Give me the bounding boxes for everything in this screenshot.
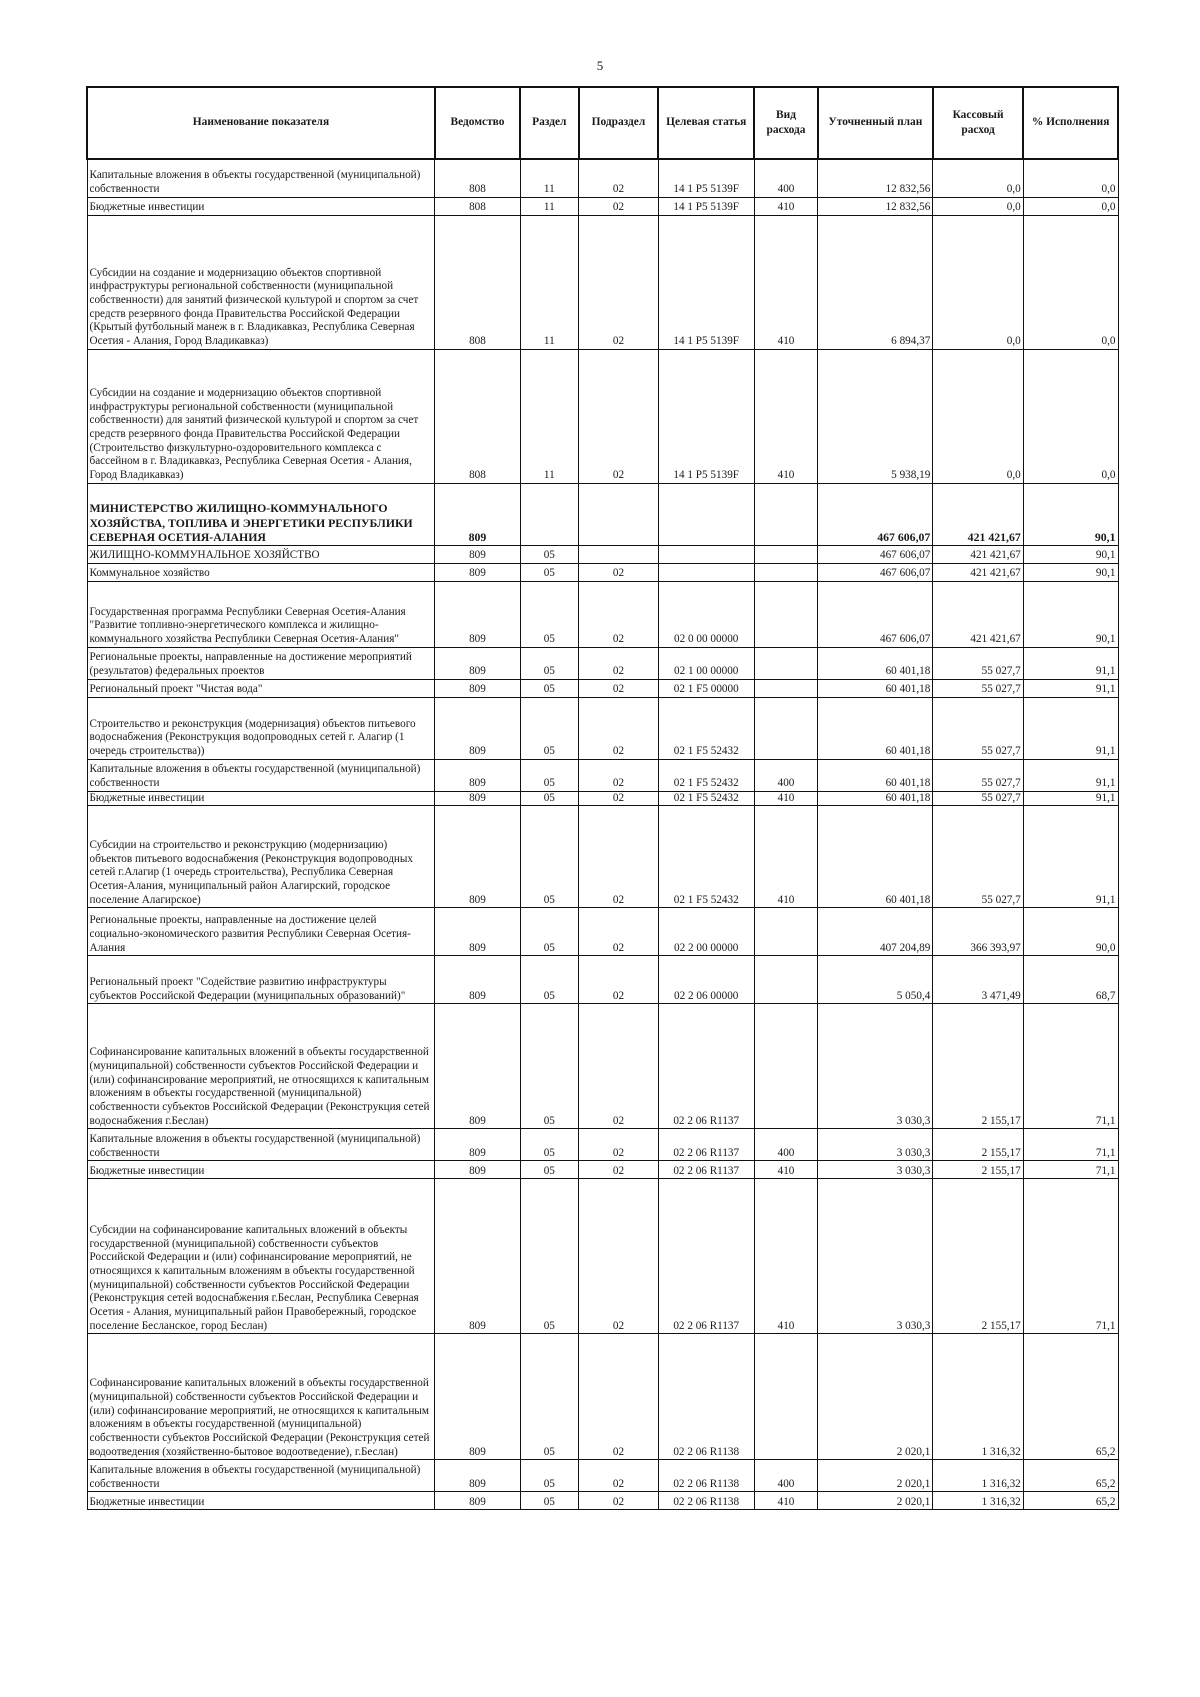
table-cell-vedomstvo: 809: [435, 1004, 520, 1129]
table-cell-percent: 90,1: [1023, 581, 1118, 647]
page-number: 5: [596, 58, 604, 73]
table-cell-plan: 6 894,37: [818, 215, 933, 349]
table-row: [87, 647, 1118, 679]
table-cell-plan: 5 938,19: [818, 349, 933, 483]
table-cell-name: Капитальные вложения в объекты государственной (муниципальной) собственности: [87, 159, 435, 197]
table-cell-razdel: [520, 483, 579, 545]
table-cell-name: Строительство и реконструкция (модернизация) объектов питьевого водоснабжения (Реконструкция водопроводных сетей г. Алагир (1 очередь строительства)): [87, 697, 435, 759]
table-cell-podrazdel: 02: [579, 647, 659, 679]
header-podrazdel: Подраздел: [579, 87, 659, 159]
table-cell-vid-raskhoda: 410: [754, 1492, 818, 1510]
table-row: [87, 806, 1118, 908]
table-row: [87, 581, 1118, 647]
table-cell-vid-raskhoda: [754, 545, 818, 563]
header-name: Наименование показателя: [87, 87, 435, 159]
table-cell-percent: 91,1: [1023, 806, 1118, 908]
table-cell-vedomstvo: 809: [435, 483, 520, 545]
table-cell-razdel: 11: [520, 159, 579, 197]
table-cell-razdel: 05: [520, 1179, 579, 1334]
table-cell-vid-raskhoda: [754, 679, 818, 697]
table-cell-razdel: 05: [520, 563, 579, 581]
table-row: [87, 483, 1118, 545]
table-cell-kassovy-raskhod: 366 393,97: [933, 908, 1023, 956]
table-cell-percent: 91,1: [1023, 697, 1118, 759]
table-cell-kassovy-raskhod: 2 155,17: [933, 1004, 1023, 1129]
table-cell-podrazdel: 02: [579, 908, 659, 956]
table-cell-podrazdel: 02: [579, 1179, 659, 1334]
table-cell-vedomstvo: 809: [435, 908, 520, 956]
table-cell-podrazdel: 02: [579, 956, 659, 1004]
table-cell-plan: 467 606,07: [818, 581, 933, 647]
table-cell-podrazdel: 02: [579, 1129, 659, 1161]
table-cell-plan: 12 832,56: [818, 159, 933, 197]
table-cell-percent: 90,1: [1023, 483, 1118, 545]
table-cell-tselevaya-statya: 14 1 P5 5139F: [658, 159, 754, 197]
table-cell-percent: 91,1: [1023, 679, 1118, 697]
table-cell-tselevaya-statya: 02 1 F5 52432: [658, 759, 754, 791]
table-cell-percent: 71,1: [1023, 1004, 1118, 1129]
table-cell-vid-raskhoda: [754, 697, 818, 759]
table-cell-vedomstvo: 809: [435, 679, 520, 697]
table-cell-tselevaya-statya: 02 1 F5 52432: [658, 806, 754, 908]
table-cell-podrazdel: 02: [579, 159, 659, 197]
table-row: [87, 1004, 1118, 1129]
table-cell-razdel: 05: [520, 679, 579, 697]
table-cell-percent: 0,0: [1023, 197, 1118, 215]
table-cell-name: Капитальные вложения в объекты государственной (муниципальной) собственности: [87, 759, 435, 791]
table-cell-plan: 60 401,18: [818, 759, 933, 791]
table-cell-podrazdel: 02: [579, 759, 659, 791]
table-cell-razdel: 05: [520, 1004, 579, 1129]
table-cell-tselevaya-statya: [658, 563, 754, 581]
header-vedomstvo: Ведомство: [435, 87, 520, 159]
table-cell-kassovy-raskhod: 3 471,49: [933, 956, 1023, 1004]
table-cell-plan: 60 401,18: [818, 791, 933, 806]
table-cell-kassovy-raskhod: 0,0: [933, 215, 1023, 349]
table-row: [87, 1334, 1118, 1460]
table-cell-kassovy-raskhod: 1 316,32: [933, 1334, 1023, 1460]
table-cell-vid-raskhoda: [754, 956, 818, 1004]
table-cell-vedomstvo: 809: [435, 1492, 520, 1510]
table-cell-vedomstvo: 808: [435, 215, 520, 349]
table-cell-kassovy-raskhod: 2 155,17: [933, 1161, 1023, 1179]
table-cell-vedomstvo: 809: [435, 647, 520, 679]
table-row: [87, 1161, 1118, 1179]
table-cell-vid-raskhoda: [754, 563, 818, 581]
table-cell-name: Бюджетные инвестиции: [87, 197, 435, 215]
table-row: [87, 1460, 1118, 1492]
table-cell-name: ЖИЛИЩНО-КОММУНАЛЬНОЕ ХОЗЯЙСТВО: [87, 545, 435, 563]
table-row: [87, 1492, 1118, 1510]
table-cell-vedomstvo: 809: [435, 1334, 520, 1460]
table-cell-vid-raskhoda: 400: [754, 159, 818, 197]
table-cell-tselevaya-statya: 14 1 P5 5139F: [658, 215, 754, 349]
table-cell-razdel: 05: [520, 581, 579, 647]
table-cell-kassovy-raskhod: 421 421,67: [933, 545, 1023, 563]
header-tselevaya-statya: Целевая статья: [658, 87, 754, 159]
table-cell-podrazdel: 02: [579, 215, 659, 349]
table-cell-percent: 90,1: [1023, 563, 1118, 581]
header-percent: % Исполнения: [1023, 87, 1118, 159]
table-cell-plan: 467 606,07: [818, 545, 933, 563]
table-cell-kassovy-raskhod: 55 027,7: [933, 647, 1023, 679]
table-cell-plan: 3 030,3: [818, 1161, 933, 1179]
table-cell-tselevaya-statya: 02 2 06 R1137: [658, 1179, 754, 1334]
table-cell-name: Капитальные вложения в объекты государственной (муниципальной) собственности: [87, 1129, 435, 1161]
table-cell-name: Региональный проект "Содействие развитию инфраструктуры субъектов Российской Федерации (муниципальных образований)": [87, 956, 435, 1004]
table-cell-kassovy-raskhod: 2 155,17: [933, 1129, 1023, 1161]
table-cell-percent: 91,1: [1023, 791, 1118, 806]
table-cell-vid-raskhoda: [754, 581, 818, 647]
header-kassovy-raskhod: Кассовый расход: [933, 87, 1023, 159]
table-cell-kassovy-raskhod: 55 027,7: [933, 759, 1023, 791]
table-cell-vid-raskhoda: 400: [754, 1129, 818, 1161]
table-cell-kassovy-raskhod: 421 421,67: [933, 483, 1023, 545]
table-cell-vid-raskhoda: 410: [754, 1179, 818, 1334]
table-cell-razdel: 05: [520, 1161, 579, 1179]
table-cell-vedomstvo: 809: [435, 1179, 520, 1334]
table-cell-kassovy-raskhod: 55 027,7: [933, 679, 1023, 697]
table-cell-percent: 0,0: [1023, 215, 1118, 349]
table-cell-podrazdel: 02: [579, 806, 659, 908]
table-cell-vid-raskhoda: [754, 1004, 818, 1129]
table-row: [87, 1179, 1118, 1334]
table-cell-razdel: 11: [520, 197, 579, 215]
table-cell-vid-raskhoda: 410: [754, 197, 818, 215]
table-cell-vid-raskhoda: 410: [754, 1161, 818, 1179]
budget-execution-table: [86, 86, 1119, 1510]
table-cell-name: Региональные проекты, направленные на достижение целей социально-экономического развития Республики Северная Осетия-Алания: [87, 908, 435, 956]
table-cell-vedomstvo: 809: [435, 1460, 520, 1492]
header-plan: Уточненный план: [818, 87, 933, 159]
table-cell-name: Субсидии на создание и модернизацию объектов спортивной инфраструктуры региональной собственности (муниципальной собственности) для занятий физической культурой и спортом за счет средств резервного фонда Правительства Российской Федерации (Крытый футбольный манеж в г. Владикавказ, Республика Северная Осетия - Алания, Город Владикавказ): [87, 215, 435, 349]
table-cell-razdel: 05: [520, 956, 579, 1004]
table-cell-plan: 60 401,18: [818, 806, 933, 908]
table-cell-percent: 90,0: [1023, 908, 1118, 956]
table-cell-name: Софинансирование капитальных вложений в объекты государственной (муниципальной) собственности субъектов Российской Федерации и (или) софинансирование мероприятий, не относящихся к капитальным вложениям в объекты государственной (муниципальной) собственности субъектов Российской Федерации (Реконструкция сетей водоснабжения г.Беслан): [87, 1004, 435, 1129]
table-cell-razdel: 05: [520, 545, 579, 563]
table-cell-name: Софинансирование капитальных вложений в объекты государственной (муниципальной) собственности субъектов Российской Федерации и (или) софинансирование мероприятий, не относящихся к капитальным вложениям в объекты государственной (муниципальной) собственности субъектов Российской Федерации (Реконструкция сетей водоотведения (хозяйственно-бытовое водоотведение), г.Беслан): [87, 1334, 435, 1460]
table-cell-name: Региональные проекты, направленные на достижение мероприятий (результатов) федеральных проектов: [87, 647, 435, 679]
table-cell-kassovy-raskhod: 1 316,32: [933, 1460, 1023, 1492]
table-cell-tselevaya-statya: 02 2 06 R1137: [658, 1161, 754, 1179]
table-row: [87, 759, 1118, 791]
table-cell-plan: 60 401,18: [818, 647, 933, 679]
table-cell-vedomstvo: 809: [435, 563, 520, 581]
table-cell-vid-raskhoda: 410: [754, 791, 818, 806]
table-cell-vid-raskhoda: 410: [754, 806, 818, 908]
table-cell-tselevaya-statya: 02 2 06 R1138: [658, 1460, 754, 1492]
table-row: [87, 215, 1118, 349]
table-cell-vid-raskhoda: 400: [754, 759, 818, 791]
table-cell-kassovy-raskhod: 421 421,67: [933, 581, 1023, 647]
table-cell-percent: 65,2: [1023, 1492, 1118, 1510]
table-cell-tselevaya-statya: 02 2 06 R1137: [658, 1004, 754, 1129]
table-cell-vid-raskhoda: 410: [754, 349, 818, 483]
table-cell-tselevaya-statya: 02 0 00 00000: [658, 581, 754, 647]
table-cell-name: Субсидии на создание и модернизацию объектов спортивной инфраструктуры региональной собственности (муниципальной собственности) для занятий физической культурой и спортом за счет средств резервного фонда Правительства Российской Федерации (Строительство физкультурно-оздоровительного комплекса с бассейном в г. Владикавказ, Республика Северная Осетия - Алания, Город Владикавказ): [87, 349, 435, 483]
table-cell-tselevaya-statya: 02 1 F5 00000: [658, 679, 754, 697]
table-cell-vedomstvo: 808: [435, 197, 520, 215]
table-cell-plan: 3 030,3: [818, 1179, 933, 1334]
table-cell-vedomstvo: 808: [435, 349, 520, 483]
table-cell-tselevaya-statya: 02 1 00 00000: [658, 647, 754, 679]
table-cell-podrazdel: 02: [579, 1492, 659, 1510]
table-cell-vid-raskhoda: [754, 483, 818, 545]
table-cell-tselevaya-statya: 02 2 06 R1137: [658, 1129, 754, 1161]
table-cell-name: Капитальные вложения в объекты государственной (муниципальной) собственности: [87, 1460, 435, 1492]
table-cell-tselevaya-statya: 02 2 06 R1138: [658, 1334, 754, 1460]
table-cell-name: Государственная программа Республики Северная Осетия-Алания "Развитие топливно-энергетического комплекса и жилищно-коммунального хозяйства Республики Северная Осетия-Алания": [87, 581, 435, 647]
table-cell-percent: 65,2: [1023, 1460, 1118, 1492]
table-row: [87, 956, 1118, 1004]
table-row: [87, 349, 1118, 483]
table-cell-vid-raskhoda: [754, 647, 818, 679]
table-cell-kassovy-raskhod: 1 316,32: [933, 1492, 1023, 1510]
table-cell-tselevaya-statya: [658, 545, 754, 563]
table-cell-vid-raskhoda: 400: [754, 1460, 818, 1492]
table-cell-tselevaya-statya: 02 1 F5 52432: [658, 697, 754, 759]
table-cell-vedomstvo: 809: [435, 581, 520, 647]
table-cell-vedomstvo: 809: [435, 759, 520, 791]
table-cell-kassovy-raskhod: 55 027,7: [933, 791, 1023, 806]
table-cell-tselevaya-statya: 02 1 F5 52432: [658, 791, 754, 806]
table-cell-vedomstvo: 809: [435, 1129, 520, 1161]
table-cell-razdel: 05: [520, 647, 579, 679]
table-cell-podrazdel: 02: [579, 1460, 659, 1492]
table-cell-plan: 60 401,18: [818, 679, 933, 697]
table-cell-razdel: 05: [520, 806, 579, 908]
table-cell-percent: 90,1: [1023, 545, 1118, 563]
table-cell-percent: 68,7: [1023, 956, 1118, 1004]
table-cell-plan: 407 204,89: [818, 908, 933, 956]
table-cell-podrazdel: 02: [579, 1161, 659, 1179]
table-cell-percent: 0,0: [1023, 159, 1118, 197]
table-cell-plan: 467 606,07: [818, 563, 933, 581]
table-cell-vid-raskhoda: [754, 908, 818, 956]
table-cell-vedomstvo: 809: [435, 806, 520, 908]
table-cell-plan: 5 050,4: [818, 956, 933, 1004]
table-cell-plan: 3 030,3: [818, 1129, 933, 1161]
table-cell-plan: 2 020,1: [818, 1334, 933, 1460]
table-row: [87, 1129, 1118, 1161]
table-cell-razdel: 05: [520, 908, 579, 956]
table-cell-vedomstvo: 809: [435, 791, 520, 806]
table-row: [87, 697, 1118, 759]
table-cell-razdel: 05: [520, 1334, 579, 1460]
table-cell-percent: 0,0: [1023, 349, 1118, 483]
table-cell-podrazdel: 02: [579, 563, 659, 581]
header-vid-raskhoda: Вид расхода: [754, 87, 818, 159]
table-cell-razdel: 05: [520, 759, 579, 791]
table-cell-podrazdel: 02: [579, 1334, 659, 1460]
table-cell-plan: 2 020,1: [818, 1492, 933, 1510]
table-cell-plan: 2 020,1: [818, 1460, 933, 1492]
table-cell-razdel: 05: [520, 1460, 579, 1492]
table-cell-tselevaya-statya: 14 1 P5 5139F: [658, 349, 754, 483]
table-cell-razdel: 05: [520, 1129, 579, 1161]
table-header-row: [87, 87, 1118, 159]
table-cell-vid-raskhoda: 410: [754, 215, 818, 349]
table-cell-kassovy-raskhod: 421 421,67: [933, 563, 1023, 581]
table-cell-razdel: 11: [520, 349, 579, 483]
table-cell-podrazdel: 02: [579, 1004, 659, 1129]
table-row: [87, 197, 1118, 215]
table-cell-tselevaya-statya: 02 2 06 00000: [658, 956, 754, 1004]
table-cell-vedomstvo: 808: [435, 159, 520, 197]
table-row: [87, 679, 1118, 697]
header-razdel: Раздел: [520, 87, 579, 159]
table-cell-podrazdel: [579, 545, 659, 563]
table-row: [87, 159, 1118, 197]
table-cell-tselevaya-statya: [658, 483, 754, 545]
table-cell-name: Субсидии на строительство и реконструкцию (модернизацию) объектов питьевого водоснабжения (Реконструкция водопроводных сетей г.Алагир (1 очередь строительства), Республика Северная Осетия-Алания, муниципальный район Алагирский, городское поселение Алагирское): [87, 806, 435, 908]
table-cell-vedomstvo: 809: [435, 697, 520, 759]
table-cell-razdel: 11: [520, 215, 579, 349]
table-cell-kassovy-raskhod: 0,0: [933, 349, 1023, 483]
table-cell-tselevaya-statya: 02 2 00 00000: [658, 908, 754, 956]
table-cell-plan: 3 030,3: [818, 1004, 933, 1129]
table-cell-kassovy-raskhod: 0,0: [933, 197, 1023, 215]
table-cell-razdel: 05: [520, 791, 579, 806]
table-cell-kassovy-raskhod: 55 027,7: [933, 697, 1023, 759]
table-row: [87, 791, 1118, 806]
table-cell-podrazdel: 02: [579, 679, 659, 697]
table-cell-percent: 71,1: [1023, 1161, 1118, 1179]
table-cell-vid-raskhoda: [754, 1334, 818, 1460]
table-cell-razdel: 05: [520, 697, 579, 759]
table-cell-plan: 12 832,56: [818, 197, 933, 215]
table-cell-percent: 91,1: [1023, 759, 1118, 791]
table-row: [87, 563, 1118, 581]
table-cell-percent: 71,1: [1023, 1129, 1118, 1161]
table-cell-percent: 71,1: [1023, 1179, 1118, 1334]
table-cell-percent: 91,1: [1023, 647, 1118, 679]
table-cell-plan: 60 401,18: [818, 697, 933, 759]
table-row: [87, 545, 1118, 563]
table-cell-vedomstvo: 809: [435, 1161, 520, 1179]
table-cell-podrazdel: [579, 483, 659, 545]
table-row: [87, 908, 1118, 956]
table-cell-kassovy-raskhod: 2 155,17: [933, 1179, 1023, 1334]
table-cell-tselevaya-statya: 02 2 06 R1138: [658, 1492, 754, 1510]
table-cell-vedomstvo: 809: [435, 956, 520, 1004]
table-cell-kassovy-raskhod: 0,0: [933, 159, 1023, 197]
table-cell-tselevaya-statya: 14 1 P5 5139F: [658, 197, 754, 215]
table-cell-podrazdel: 02: [579, 697, 659, 759]
table-cell-podrazdel: 02: [579, 791, 659, 806]
table-cell-name: Субсидии на софинансирование капитальных вложений в объекты государственной (муниципальной) собственности субъектов Российской Федерации и (или) софинансирование мероприятий, не относящихся к капитальным вложениям в объекты государственной (муниципальной) собственности субъектов Российской Федерации (Реконструкция сетей водоснабжения г.Беслан, Республика Северная Осетия - Алания, муниципальный район Правобережный, городское поселение Бесланское, город Беслан): [87, 1179, 435, 1334]
table-cell-vedomstvo: 809: [435, 545, 520, 563]
table-cell-name: Бюджетные инвестиции: [87, 791, 435, 806]
table-cell-name: Бюджетные инвестиции: [87, 1161, 435, 1179]
table-cell-percent: 65,2: [1023, 1334, 1118, 1460]
table-cell-podrazdel: 02: [579, 197, 659, 215]
table-cell-razdel: 05: [520, 1492, 579, 1510]
table-cell-name: Коммунальное хозяйство: [87, 563, 435, 581]
table-cell-name: Бюджетные инвестиции: [87, 1492, 435, 1510]
table-cell-kassovy-raskhod: 55 027,7: [933, 806, 1023, 908]
table-cell-plan: 467 606,07: [818, 483, 933, 545]
table-cell-name: МИНИСТЕРСТВО ЖИЛИЩНО-КОММУНАЛЬНОГО ХОЗЯЙСТВА, ТОПЛИВА И ЭНЕРГЕТИКИ РЕСПУБЛИКИ СЕВЕРНАЯ ОСЕТИЯ-АЛАНИЯ: [87, 483, 435, 545]
table-cell-name: Региональный проект "Чистая вода": [87, 679, 435, 697]
table-cell-podrazdel: 02: [579, 349, 659, 483]
table-cell-podrazdel: 02: [579, 581, 659, 647]
